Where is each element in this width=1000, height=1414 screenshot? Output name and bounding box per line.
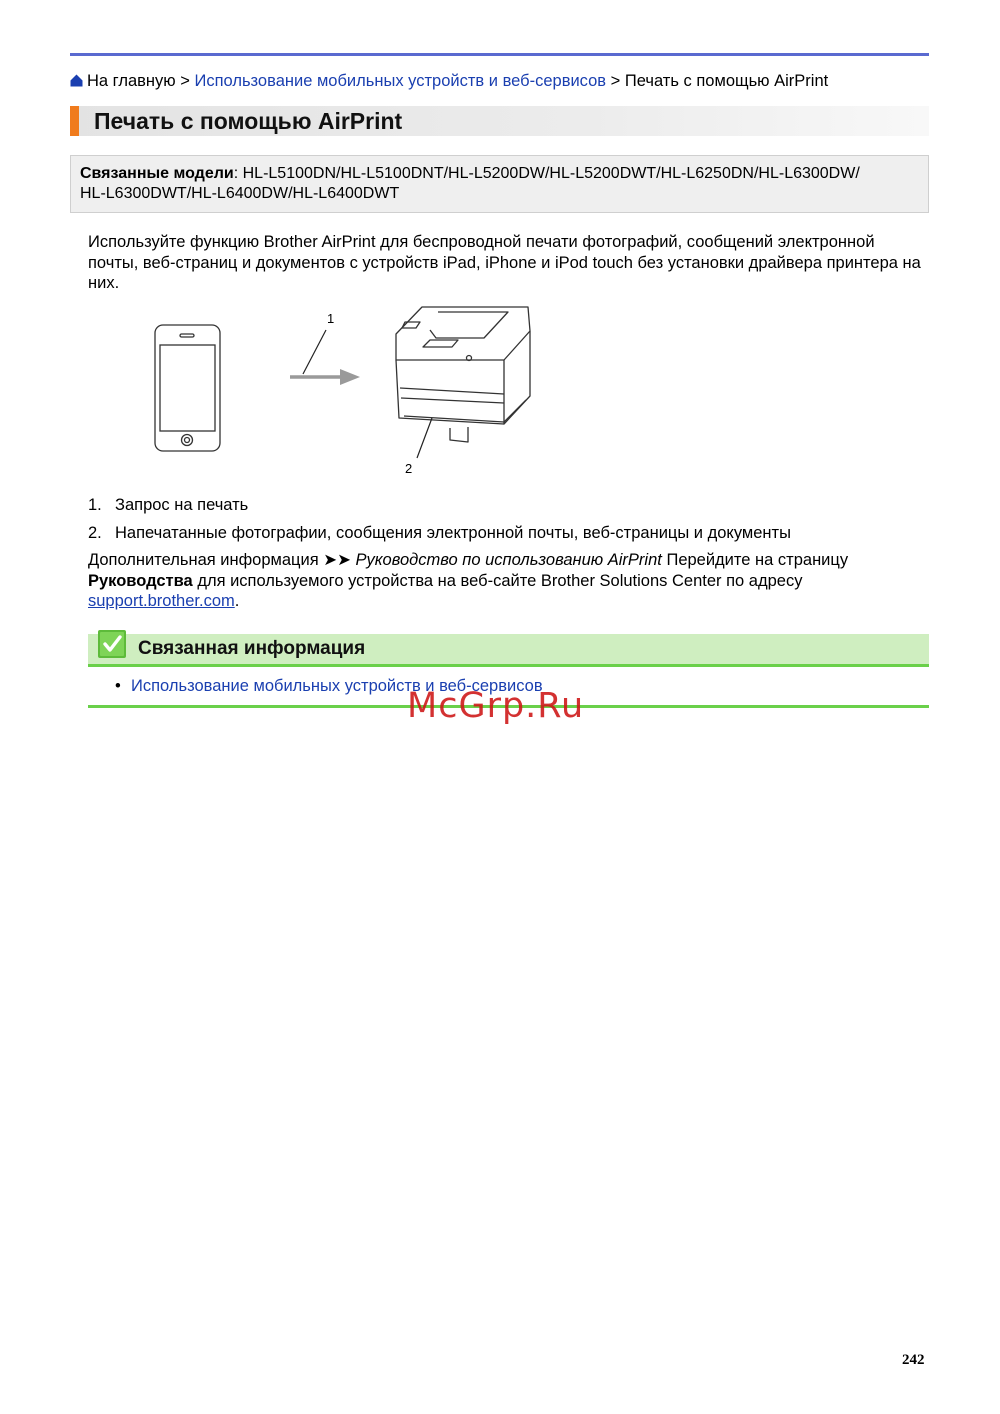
list-text: Напечатанные фотографии, сообщения электронной почты, веб-страницы и документы [115,524,791,542]
home-icon[interactable] [70,72,83,92]
breadcrumb-separator: > [610,72,621,90]
breadcrumb-current: Печать с помощью AirPrint [624,72,829,90]
related-info-header [88,634,929,667]
arrow-icon [290,369,360,385]
list-number: 2. [88,524,102,542]
list-number: 1. [88,496,102,514]
more-info-prefix: Дополнительная информация [88,551,319,569]
more-info-end: . [234,592,240,610]
list-text: Запрос на печать [115,496,249,514]
related-link[interactable]: Использование мобильных устройств и веб-сервисов [131,677,543,695]
page-title: Печать с помощью AirPrint [94,108,403,134]
more-info-rest: для используемого устройства на веб-сайте Brother Solutions Center по адресу [197,571,803,590]
models-line2: HL-L6300DWT/HL-L6400DW/HL-L6400DWT [80,185,400,202]
more-info-paragraph [88,550,928,612]
guide-title: Руководство по использованию AirPrint [355,551,662,569]
title-accent [70,106,79,136]
related-models-box [70,155,929,213]
checkmark-icon [98,630,126,658]
more-info-mid: Перейдите на страницу [666,551,849,569]
breadcrumb-separator: > [180,72,190,90]
callout-1: 1 [327,311,335,326]
intro-paragraph: Используйте функцию Brother AirPrint для беспроводной печати фотографий, сообщений электронной почты, веб-страниц и документов с устройств iPad, iPhone и iPod touch без установки драйвера принтера на них. [88,233,921,292]
bullet: • [115,677,121,695]
top-rule [70,53,929,56]
support-link[interactable]: support.brother.com [88,592,235,610]
models-line1: : HL-L5100DN/HL-L5100DNT/HL-L5200DW/HL-L5200DWT/HL-L6250DN/HL-L6300DW/ [233,165,860,182]
phone-illustration [155,325,220,451]
guides-bold: Руководства [88,571,193,590]
models-label: Связанные модели [80,165,234,182]
airprint-figure [140,300,560,485]
breadcrumb [70,71,828,92]
double-arrow-icon: ➤➤ [323,551,351,569]
page-number: 242 [902,1352,925,1368]
printer-illustration [396,307,530,442]
related-info-title: Связанная информация [138,638,366,659]
breadcrumb-section-link[interactable]: Использование мобильных устройств и веб-сервисов [194,72,607,90]
callout-2: 2 [405,461,413,476]
breadcrumb-home[interactable]: На главную [87,72,176,90]
title-bar [70,106,929,136]
watermark: McGrp.Ru [407,686,585,726]
